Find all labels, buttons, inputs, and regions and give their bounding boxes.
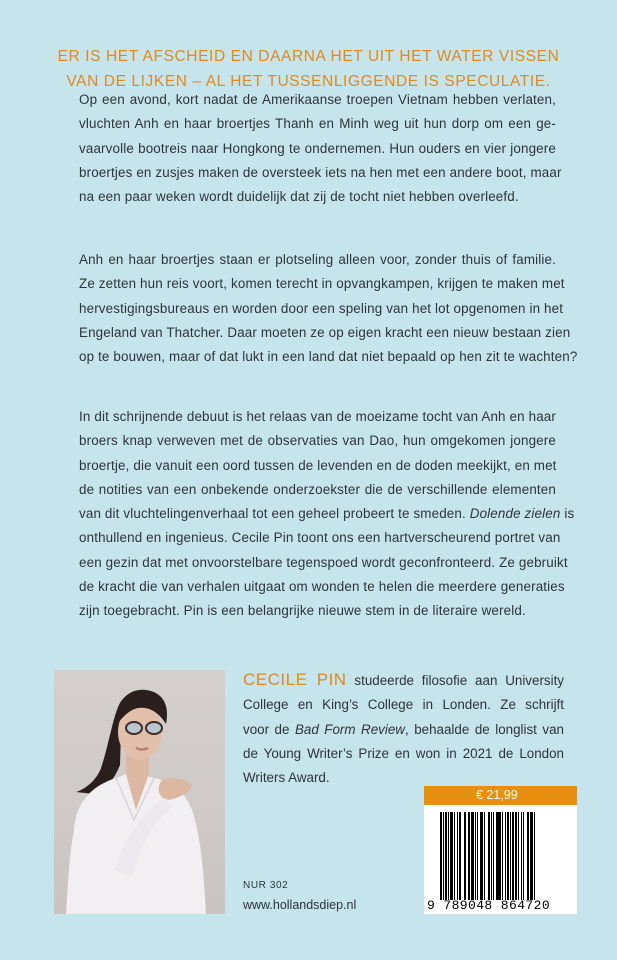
- text-line: vaarvolle bootreis naar Hongkong te ondernemen. Hun ouders en vier jongere: [79, 140, 556, 156]
- text-line: Engeland van Thatcher. Daar moeten ze op eigen kracht een nieuw bestaan zien: [79, 324, 571, 340]
- text-line: broers knap verweven met de observaties van Dao, hun omgekomen jongere: [79, 433, 556, 449]
- text-line: broertjes en zusjes maken de oversteek iets na hen met een andere boot, maar: [79, 164, 562, 180]
- text-line: een gezin dat met onvoorstelbare tegenspoed wordt geconfronteerd. Ze gebruikt: [79, 554, 568, 570]
- publisher-url[interactable]: www.hollandsdiep.nl: [243, 898, 357, 912]
- bio-line: de Young Writer’s Prize en won in 2021 de London: [243, 745, 564, 761]
- author-name: CECILE PIN: [243, 670, 347, 689]
- synopsis-paragraph-2: [79, 248, 578, 369]
- bio-line: [243, 718, 564, 742]
- text-line: zijn toegebracht. Pin is een belangrijke nieuwe stem in de literaire wereld.: [79, 603, 526, 619]
- text-line: onthullend en ingenieus. Cecile Pin toont ons een hartverscheurend portret van: [79, 530, 561, 546]
- text-line: Ze zetten hun reis voort, komen terecht in opvangkampen, krijgen te maken met: [79, 276, 565, 292]
- isbn-number: 9 789048 864720: [427, 898, 551, 913]
- text-fragment: , behaalde de longlist van: [404, 721, 564, 737]
- text-line: de kracht die van verhalen uitgaat om wonden te helen die meerdere generaties: [79, 579, 565, 595]
- synopsis-paragraph-3: [79, 405, 575, 624]
- publication-title-italic: Bad Form Review: [294, 721, 405, 737]
- text-fragment: studeerde filosofie aan University: [346, 673, 564, 688]
- barcode-bars: [440, 812, 562, 900]
- text-fragment: is: [560, 506, 575, 522]
- text-line: op te bouwen, maar of dat lukt in een land dat niet bepaald op hen zit te wachten?: [79, 349, 578, 365]
- headline-line-2: VAN DE LIJKEN – AL HET TUSSENLIGGENDE IS SPECULATIE.: [66, 73, 551, 90]
- text-line: Op een avond, kort nadat de Amerikaanse troepen Vietnam hebben verlaten,: [79, 92, 556, 107]
- author-bio: [243, 668, 564, 790]
- text-line-with-title: [79, 502, 575, 526]
- bio-line: College en King’s College in Londen. Ze schrijft: [243, 697, 564, 713]
- headline-line-1: ER IS HET AFSCHEID EN DAARNA HET UIT HET WATER VISSEN: [57, 48, 560, 65]
- text-line: hervestigingsbureaus en worden door een speling van het lot opgenomen in het: [79, 300, 564, 316]
- text-line: de notities van een onbekende onderzoekster die de verschillende elementen: [79, 481, 556, 497]
- synopsis-paragraph-1: [79, 88, 562, 209]
- text-line: vluchten Anh en haar broertjes Thanh en Minh weg uit hun dorp om een ge-: [79, 116, 556, 132]
- headline-quote: [0, 44, 617, 94]
- isbn-barcode: [424, 805, 577, 914]
- author-portrait-icon: [54, 670, 225, 914]
- author-photo: [54, 670, 225, 914]
- price-label: € 21,99: [424, 786, 577, 805]
- bio-line: [243, 668, 564, 693]
- text-line: na een paar weken wordt duidelijk dat zij de tocht niet hebben overleefd.: [79, 189, 519, 205]
- text-fragment: van dit vluchtelingenverhaal tot een geheel probeert te smeden.: [79, 506, 466, 522]
- text-line: Anh en haar broertjes staan er plotseling alleen voor, zonder thuis of familie.: [79, 252, 556, 267]
- book-title-italic: Dolende zielen: [469, 506, 561, 522]
- nur-code: NUR 302: [243, 880, 289, 891]
- text-fragment: voor de: [243, 721, 295, 737]
- bio-line: Writers Award.: [243, 770, 330, 786]
- text-line: broertje, die vanuit een oord tussen de levenden en de doden meekijkt, en met: [79, 457, 557, 473]
- text-line: In dit schrijnende debuut is het relaas van de moeizame tocht van Anh en haar: [79, 409, 556, 424]
